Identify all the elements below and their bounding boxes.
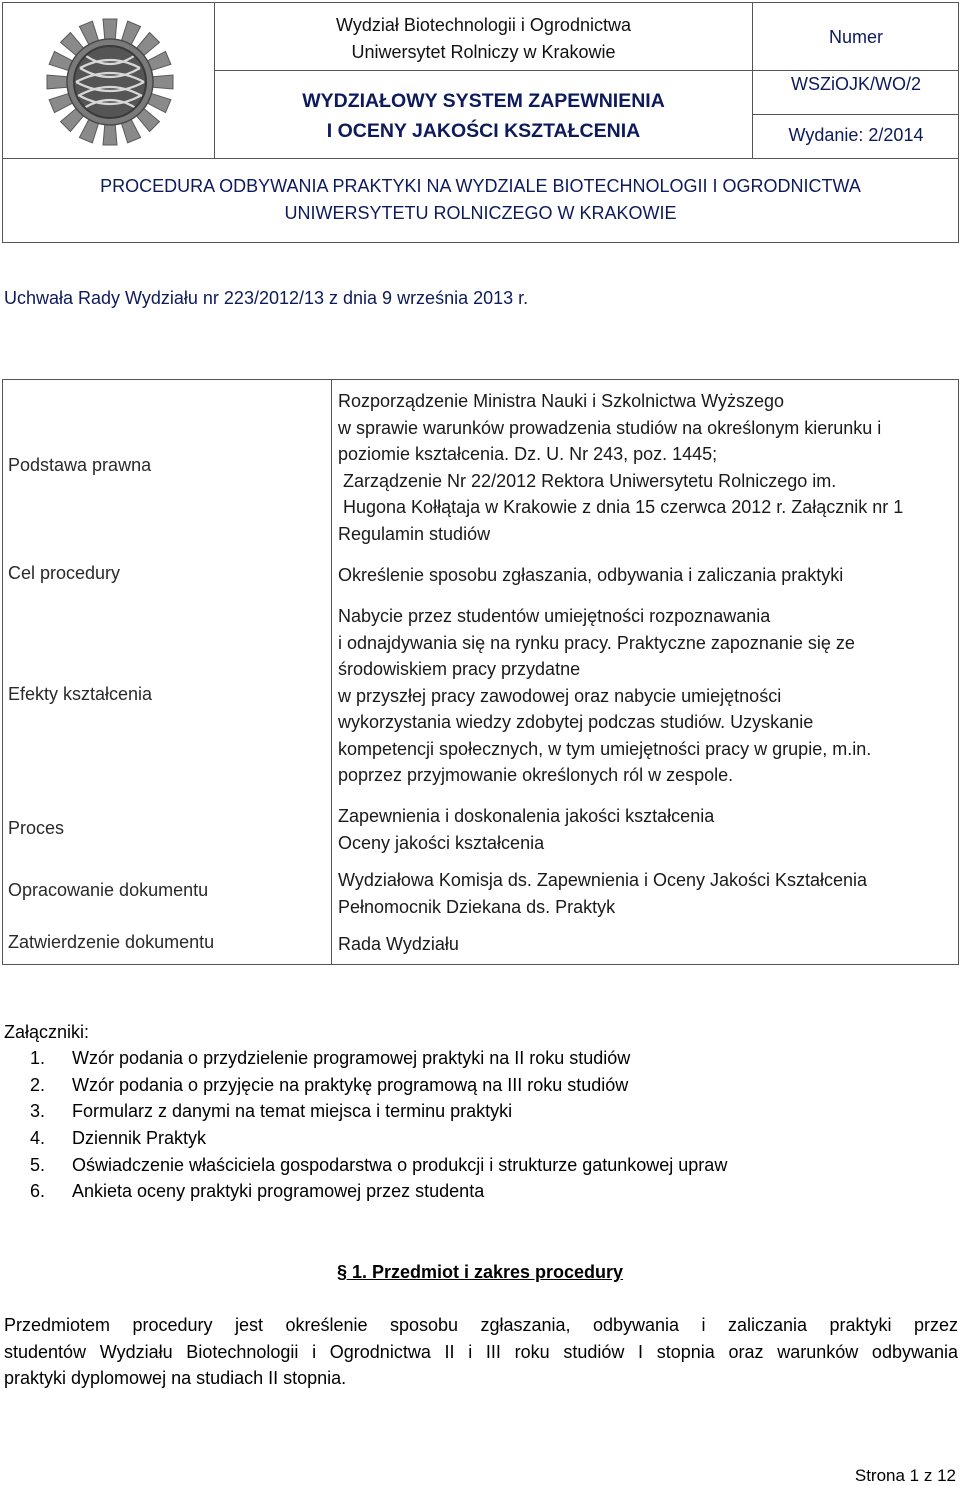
attachment-number: 3.: [30, 1101, 46, 1121]
outcomes-line: środowiskiem pracy przydatne: [338, 659, 581, 679]
outcomes-line: poprzez przyjmowanie określonych ról w zespole.: [338, 765, 734, 785]
header-divider: [752, 114, 959, 115]
page-number: Strona 1 z 12: [854, 1466, 956, 1485]
header-divider: [2, 158, 959, 159]
attachment-text: Formularz z danymi na temat miejsca i terminu praktyki: [72, 1101, 513, 1121]
label-goal: Cel procedury: [8, 563, 121, 583]
attachment-number: 6.: [30, 1181, 46, 1201]
attachment-item: [0, 1178, 484, 1205]
section-heading: § 1. Przedmiot i zakres procedury: [336, 1262, 624, 1282]
legal-basis-line: poziomie kształcenia. Dz. U. Nr 243, poz. 1445;: [338, 444, 718, 464]
outcomes-line: kompetencji społecznych, w tym umiejętności pracy w grupie, m.in.: [338, 738, 872, 759]
legal-basis-line: Rozporządzenie Ministra Nauki i Szkolnictwa Wyższego: [338, 391, 785, 411]
attachment-text: Wzór podania o przydzielenie programowej praktyki na II roku studiów: [72, 1048, 631, 1068]
council-resolution: Uchwała Rady Wydziału nr 223/2012/13 z dnia 9 września 2013 r.: [4, 288, 529, 308]
edition-label: Wydanie: 2/2014: [788, 125, 924, 145]
attachment-number: 2.: [30, 1075, 46, 1095]
attachment-text: Oświadczenie właściciela gospodarstwa o produkcji i strukturze gatunkowej upraw: [72, 1155, 728, 1175]
legal-basis-line: Hugona Kołłątaja w Krakowie z dnia 15 czerwca 2012 r. Załącznik nr 1: [338, 497, 904, 517]
label-approved: Zatwierdzenie dokumentu: [8, 932, 215, 952]
label-prepared: Opracowanie dokumentu: [8, 880, 209, 900]
process-line: Zapewnienia i doskonalenia jakości kształcenia: [338, 806, 715, 826]
approved-text: Rada Wydziału: [338, 934, 459, 954]
prepared-line: Wydziałowa Komisja ds. Zapewnienia i Oceny Jakości Kształcenia: [338, 870, 868, 890]
goal-text: Określenie sposobu zgłaszania, odbywania i zaliczania praktyki: [338, 565, 844, 585]
label-legal-basis: Podstawa prawna: [8, 455, 152, 475]
university-logo-icon: [44, 16, 176, 148]
procedure-title-line1: PROCEDURA ODBYWANIA PRAKTYKI NA WYDZIALE BIOTECHNOLOGII I OGRODNICTWA: [100, 176, 861, 196]
outcomes-line: i odnajdywania się na rynku pracy. Praktyczne zapoznanie się ze: [338, 632, 855, 653]
attachment-number: 1.: [30, 1048, 46, 1068]
attachment-text: Ankieta oceny praktyki programowej przez studenta: [72, 1181, 485, 1201]
system-title-line1: WYDZIAŁOWY SYSTEM ZAPEWNIENIA: [302, 90, 665, 112]
header-divider: [214, 70, 753, 71]
attachment-text: Wzór podania o przyjęcie na praktykę programową na III roku studiów: [72, 1075, 629, 1095]
section-paragraph: [4, 1312, 958, 1392]
system-title-line2: I OCENY JAKOŚCI KSZTAŁCENIA: [326, 120, 641, 142]
university-name: Uniwersytet Rolniczy w Krakowie: [351, 41, 616, 62]
attachment-number: 5.: [30, 1155, 46, 1175]
label-process: Proces: [8, 818, 65, 838]
outcomes-text: [338, 603, 871, 789]
legal-basis-line: w sprawie warunków prowadzenia studiów na określonym kierunku i: [338, 417, 882, 438]
process-line: Oceny jakości kształcenia: [338, 832, 545, 853]
procedure-title-line2: UNIWERSYTETU ROLNICZEGO W KRAKOWIE: [284, 203, 677, 223]
attachment-item: [0, 1152, 727, 1179]
paragraph-line: Przedmiotem procedury jest określenie sposobu zgłaszania, odbywania i zaliczania praktyki przez: [4, 1315, 958, 1335]
attachment-item: [0, 1072, 628, 1099]
attachments-title: Załączniki:: [4, 1022, 90, 1042]
number-label: Numer: [828, 27, 883, 47]
outcomes-line: wykorzystania wiedzy zdobytej podczas studiów. Uzyskanie: [338, 712, 814, 732]
legal-basis-line: Zarządzenie Nr 22/2012 Rektora Uniwersytetu Rolniczego im.: [338, 470, 837, 491]
prepared-text: [338, 867, 867, 920]
legal-basis-line: Regulamin studiów: [338, 523, 491, 544]
outcomes-line: w przyszłej pracy zawodowej oraz nabycie umiejętności: [338, 685, 782, 706]
attachment-item: [0, 1125, 206, 1152]
paragraph-line: praktyki dyplomowej na studiach II stopnia.: [4, 1368, 347, 1388]
attachment-item: [0, 1098, 512, 1125]
prepared-line: Pełnomocnik Dziekana ds. Praktyk: [338, 896, 616, 917]
process-text: [338, 803, 714, 856]
attachment-number: 4.: [30, 1128, 46, 1148]
outcomes-line: Nabycie przez studentów umiejętności rozpoznawania: [338, 606, 771, 626]
legal-basis-text: [338, 388, 903, 547]
attachment-text: Dziennik Praktyk: [72, 1128, 207, 1148]
attachment-item: [0, 1045, 630, 1072]
paragraph-line: studentów Wydziału Biotechnologii i Ogrodnictwa II i III roku studiów I stopnia oraz warunków odbywania: [4, 1341, 958, 1362]
faculty-name: Wydział Biotechnologii i Ogrodnictwa: [336, 15, 631, 35]
number-value: WSZiOJK/WO/2: [791, 74, 921, 94]
label-outcomes: Efekty kształcenia: [8, 684, 153, 704]
